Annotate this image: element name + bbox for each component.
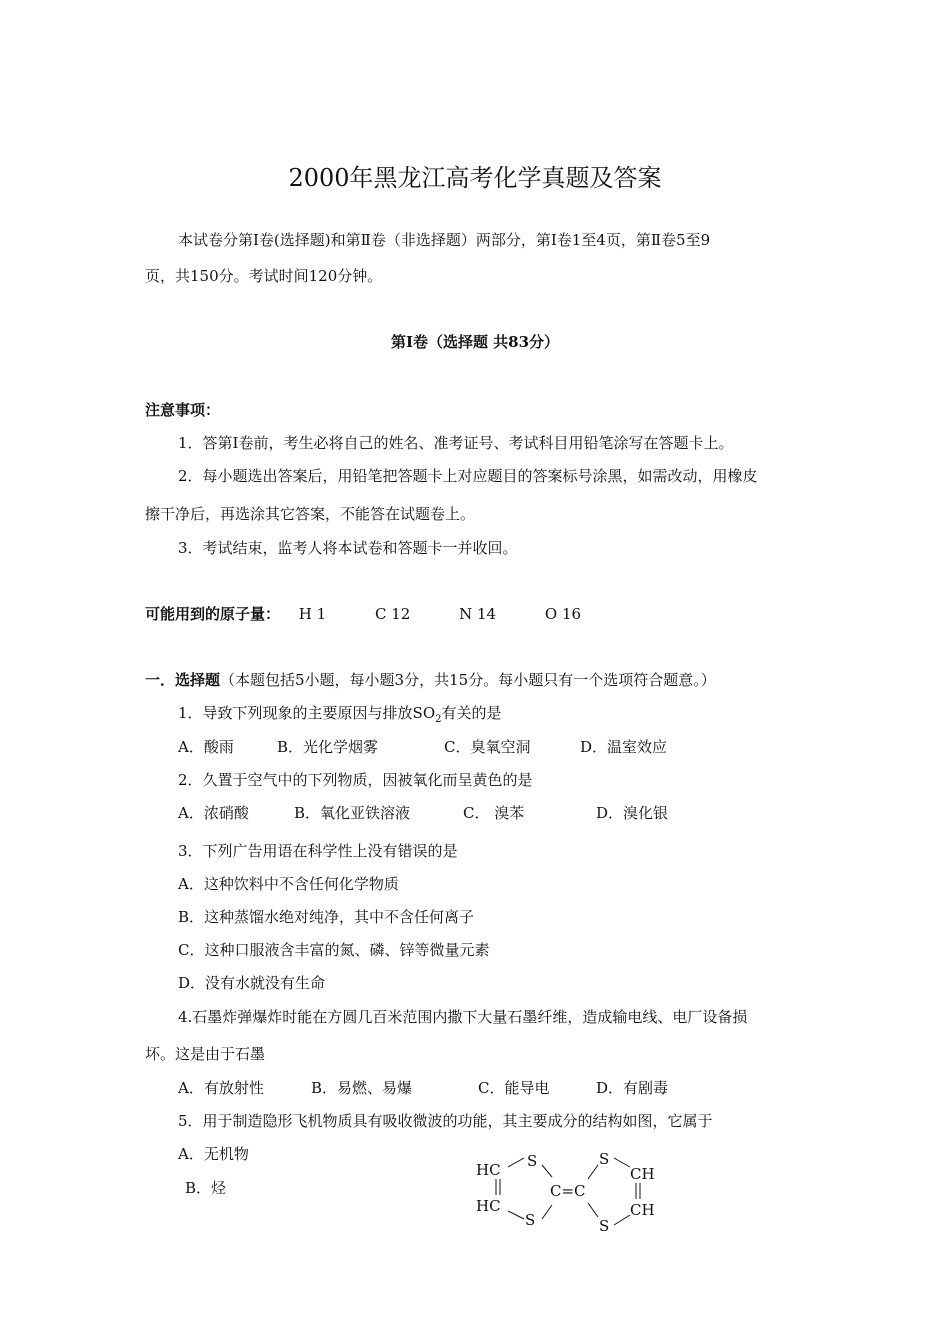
note-3: 3．考试结束，监考人将本试卷和答题卡一并收回。 xyxy=(178,539,518,557)
structure-hc-bottom: HC xyxy=(476,1197,501,1215)
q3-option-c: C．这种口服液含丰富的氮、磷、锌等微量元素 xyxy=(178,941,490,959)
question-1-text-a: 1．导致下列现象的主要原因与排放SO xyxy=(178,704,436,722)
question-1 xyxy=(178,703,502,730)
q1-option-d: D．温室效应 xyxy=(580,738,668,756)
notes-heading: 注意事项： xyxy=(145,401,221,419)
part-1-description: （本题包括5小题，每小题3分，共15分。每小题只有一个选项符合题意。） xyxy=(220,671,716,689)
q3-option-d: D．没有水就没有生命 xyxy=(178,974,326,992)
note-1: 1．答第Ⅰ卷前，考生必将自己的姓名、准考证号、考试科目用铅笔涂写在答题卡上。 xyxy=(178,434,734,452)
question-3: 3．下列广告用语在科学性上没有错误的是 xyxy=(178,842,458,860)
document-title: 2000年黑龙江高考化学真题及答案 xyxy=(288,164,662,192)
atomic-mass-o: O 16 xyxy=(544,605,582,623)
structure-ch-top: CH xyxy=(630,1165,655,1183)
structure-s-right-bottom: S xyxy=(599,1217,610,1235)
atomic-mass-n: N 14 xyxy=(459,605,497,623)
question-4-line-2: 坏。这是由于石墨 xyxy=(145,1045,266,1063)
intro-line-1: 本试卷分第Ⅰ卷(选择题)和第Ⅱ卷（非选择题）两部分，第Ⅰ卷1至4页，第Ⅱ卷5至9 xyxy=(178,231,711,249)
q2-option-c: C． 溴苯 xyxy=(463,804,525,822)
q4-option-b: B．易燃、易爆 xyxy=(311,1079,413,1097)
question-5: 5．用于制造隐形飞机物质具有吸收微波的功能，其主要成分的结构如图，它属于 xyxy=(178,1112,713,1130)
note-2-line-2: 擦干净后，再选涂其它答案，不能答在试题卷上。 xyxy=(145,505,476,523)
question-1-text-b: 有关的是 xyxy=(441,704,502,722)
part-1-heading-line xyxy=(145,670,716,690)
q2-option-d: D．溴化银 xyxy=(596,804,669,822)
q2-option-a: A．浓硝酸 xyxy=(178,804,249,822)
structure-s-left-bottom: S xyxy=(525,1211,536,1229)
atomic-mass-h: H 1 xyxy=(298,605,327,623)
atomic-mass-line xyxy=(145,604,581,624)
intro-line-2: 页，共150分。考试时间120分钟。 xyxy=(145,267,383,285)
atomic-mass-c: C 12 xyxy=(374,605,411,623)
q2-option-b: B．氧化亚铁溶液 xyxy=(294,804,411,822)
q1-option-a: A．酸雨 xyxy=(178,738,234,756)
question-1-subscript: 2 xyxy=(435,714,442,725)
q3-option-b: B．这种蒸馏水绝对纯净，其中不含任何离子 xyxy=(178,908,475,926)
note-2-line-1: 2．每小题选出答案后，用铅笔把答题卡上对应题目的答案标号涂黑，如需改动，用橡皮 xyxy=(178,467,758,485)
atomic-mass-label: 可能用到的原子量： xyxy=(145,605,281,623)
structure-center: C=C xyxy=(550,1182,586,1200)
question-4-line-1: 4.石墨炸弹爆炸时能在方圆几百米范围内撒下大量石墨纤维，造成输电线、电厂设备损 xyxy=(178,1008,748,1026)
q3-option-a: A．这种饮料中不含任何化学物质 xyxy=(178,875,399,893)
molecular-structure-diagram xyxy=(470,1145,670,1240)
q5-option-b: B．烃 xyxy=(185,1179,227,1197)
section-title: 第Ⅰ卷（选择题 共83分） xyxy=(390,333,560,351)
structure-hc-top: HC xyxy=(476,1161,501,1179)
part-1-heading: 一．选择题 xyxy=(145,671,221,689)
q5-option-a: A．无机物 xyxy=(178,1145,249,1163)
structure-s-right-top: S xyxy=(599,1150,610,1168)
q1-option-c: C．臭氧空洞 xyxy=(444,738,531,756)
structure-s-left-top: S xyxy=(527,1152,538,1170)
structure-ch-bottom: CH xyxy=(630,1201,655,1219)
q4-option-c: C．能导电 xyxy=(478,1079,550,1097)
q4-option-a: A．有放射性 xyxy=(178,1079,264,1097)
q1-option-b: B．光化学烟雾 xyxy=(277,738,379,756)
q4-option-d: D．有剧毒 xyxy=(596,1079,669,1097)
question-2: 2．久置于空气中的下列物质，因被氧化而呈黄色的是 xyxy=(178,771,533,789)
